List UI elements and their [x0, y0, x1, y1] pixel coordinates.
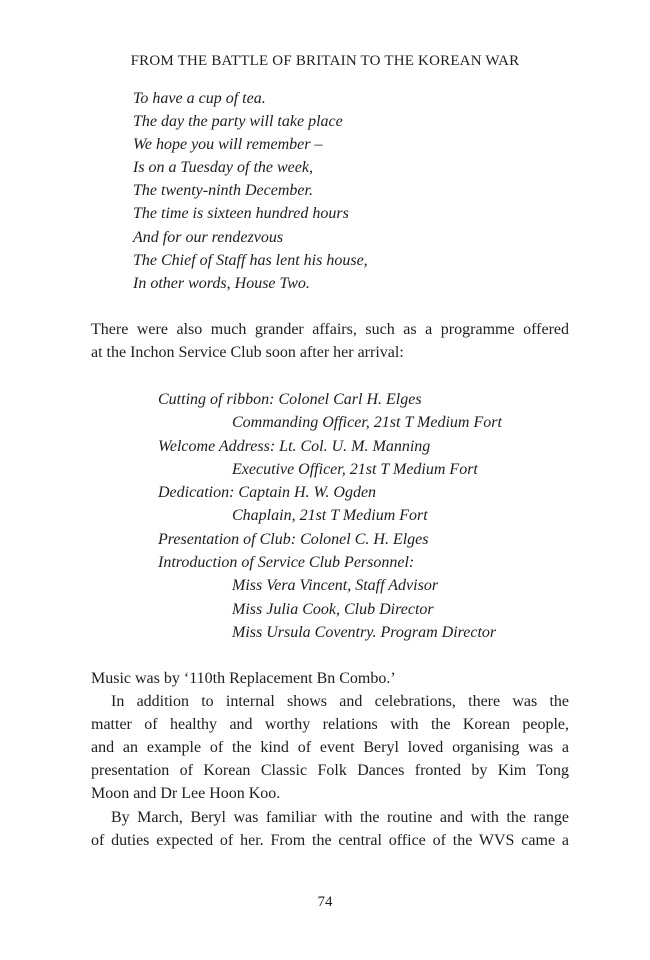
programme-item-detail: Miss Vera Vincent, Staff Advisor	[232, 577, 439, 595]
programme-item: Presentation of Club: Colonel C. H. Elges	[158, 530, 429, 548]
poem-line: The day the party will take place	[133, 113, 343, 131]
poem-line: The twenty-ninth December.	[133, 182, 313, 200]
paragraph-line: Music was by ‘110th Replacement Bn Combo.’	[91, 670, 396, 687]
paragraph-line: presentation of Korean Classic Folk Dances fronted by Kim Tong	[91, 762, 569, 780]
paragraph-line: In addition to internal shows and celebrations, there was the	[111, 693, 569, 710]
poem-line: We hope you will remember –	[133, 136, 323, 154]
poem-block	[133, 87, 368, 295]
programme-list	[158, 388, 502, 644]
poem-line: To have a cup of tea.	[133, 90, 266, 107]
programme-item: Introduction of Service Club Personnel:	[158, 554, 415, 572]
programme-item-detail: Commanding Officer, 21st T Medium Fort	[232, 414, 502, 432]
programme-item: Dedication: Captain H. W. Ogden	[158, 484, 377, 502]
programme-item-detail: Miss Ursula Coventry. Program Director	[232, 623, 497, 641]
paragraph-line: at the Inchon Service Club soon after her arrival:	[91, 344, 404, 362]
programme-item: Welcome Address: Lt. Col. U. M. Manning	[158, 437, 431, 455]
paragraph-korean-relations	[91, 690, 569, 805]
paragraph-line: of duties expected of her. From the central office of the WVS came a	[91, 832, 569, 850]
paragraph-line: Moon and Dr Lee Hoon Koo.	[91, 785, 281, 803]
poem-line: The Chief of Staff has lent his house,	[133, 251, 368, 269]
programme-item-detail: Executive Officer, 21st T Medium Fort	[232, 460, 478, 478]
poem-line: And for our rendezvous	[133, 228, 284, 246]
programme-item-detail: Miss Julia Cook, Club Director	[232, 600, 434, 618]
paragraph-march	[91, 806, 569, 852]
running-head: FROM THE BATTLE OF BRITAIN TO THE KOREAN WAR	[130, 53, 520, 69]
paragraph-line: There were also much grander affairs, such as a programme offered	[91, 321, 569, 338]
poem-line: The time is sixteen hundred hours	[133, 205, 349, 223]
paragraph-music	[91, 667, 569, 690]
page-number: 74	[317, 894, 333, 910]
paragraph-line: By March, Beryl was familiar with the routine and with the range	[111, 809, 569, 826]
programme-item: Cutting of ribbon: Colonel Carl H. Elges	[158, 391, 422, 408]
programme-item-detail: Chaplain, 21st T Medium Fort	[232, 507, 428, 525]
paragraph-line: and an example of the kind of event Beryl loved organising was a	[91, 739, 569, 757]
poem-line: Is on a Tuesday of the week,	[133, 159, 313, 177]
paragraph-line: matter of healthy and worthy relations with the Korean people,	[91, 716, 569, 734]
paragraph-grander-affairs	[91, 318, 569, 364]
poem-line: In other words, House Two.	[133, 274, 310, 292]
